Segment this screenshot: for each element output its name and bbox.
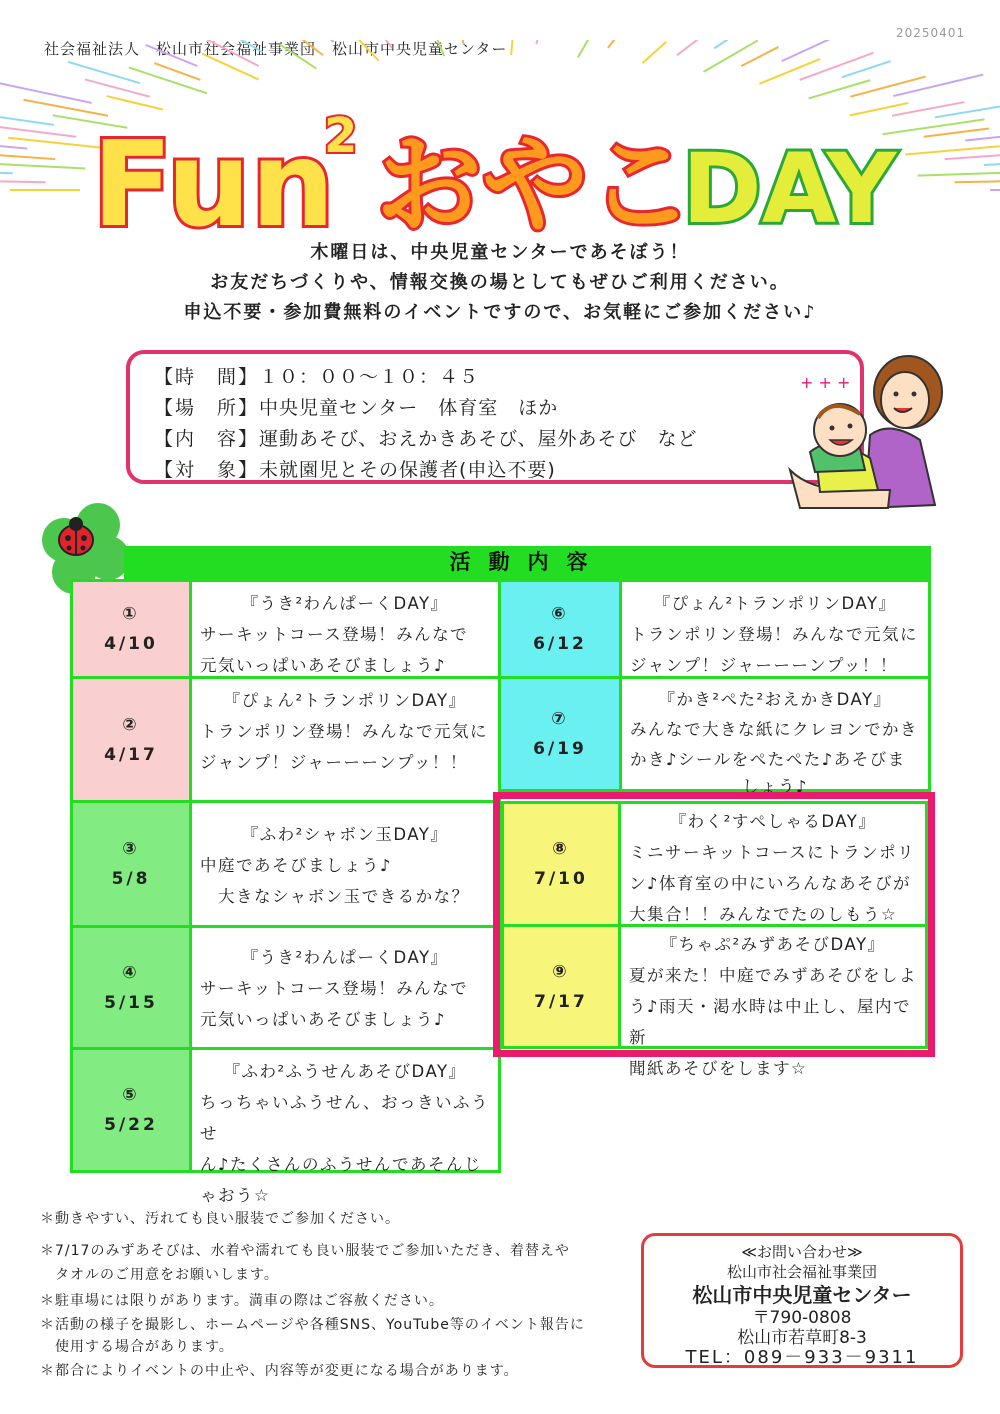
sunburst-ray xyxy=(677,40,710,55)
sunburst-ray xyxy=(918,173,1000,176)
session-2-date-cell: ② 4/17 xyxy=(70,676,192,803)
note-4-cont: 使用する場合があります。 xyxy=(40,1339,234,1355)
session-8-description: 『わく²すぺしゃるDAY』 ミニサーキットコースにトランポリ ン♪体育室の中にいろんなあそびが 大集合！！みんなでたのしもう☆ xyxy=(618,801,928,927)
sunburst-ray xyxy=(954,181,1000,183)
sunburst-ray xyxy=(285,40,323,55)
intro-line-1: 木曜日は、中央児童センターであそぼう！ xyxy=(310,242,690,263)
sunburst-ray xyxy=(782,40,830,61)
contact-org-2: 松山市中央児童センター xyxy=(692,1283,912,1307)
session-2-description: 『ぴょん²トランポリンDAY』 トランポリン登場！みんなで元気に ジャンプ！ジャーーーンプッ！！ xyxy=(189,676,501,803)
session-4-description: 『うき²わんぱーくDAY』 サーキットコース登場！みんなで 元気いっぱいあそびましょう♪ xyxy=(189,925,501,1050)
session-5-description: 『ふわ²ふうせんあそびDAY』 ちっちゃいふうせん、おっきいふうせ ん♪たくさんのふうせんであそんじ ゃおう☆ xyxy=(189,1047,501,1173)
info-time: 【時 間】１０：００～１０：４５ xyxy=(154,366,480,388)
session-9-date-cell: ⑨ 7/17 xyxy=(501,924,621,1049)
contact-tel: TEL：089－933－9311 xyxy=(685,1347,919,1368)
organization-name: 社会福祉法人 松山市社会福祉事業団 松山市中央児童センター xyxy=(44,40,508,58)
svg-text:+ + +: + + + xyxy=(800,373,851,392)
note-3: ＊駐車場には限りがあります。満車の際はご容赦ください。 xyxy=(40,1293,444,1309)
sunburst-ray xyxy=(0,83,92,103)
note-4: ＊活動の様子を撮影し、ホームページや各種SNS、YouTube等のイベント報告に xyxy=(40,1317,585,1333)
contact-org-1: 松山市社会福祉事業団 xyxy=(726,1263,877,1281)
session-8-date-cell: ⑧ 7/10 xyxy=(501,801,621,927)
sunburst-ray xyxy=(68,62,140,83)
sunburst-ray xyxy=(759,59,820,84)
sunburst-ray xyxy=(511,40,514,55)
title-oyako: おやこ xyxy=(376,124,694,247)
sunburst-ray xyxy=(984,161,1000,165)
sunburst-ray xyxy=(280,44,317,68)
session-5-date-cell: ⑤ 5/22 xyxy=(70,1047,192,1173)
info-target: 【対 象】未就園児とその保護者(申込不要) xyxy=(154,459,556,481)
sunburst-ray xyxy=(945,151,1000,159)
session-1-description: 『うき²わんぱーくDAY』 サーキットコース登場！みんなで 元気いっぱいあそびましょう♪ xyxy=(189,579,501,679)
sunburst-ray xyxy=(0,170,13,173)
sunburst-ray xyxy=(608,40,631,48)
sunburst-ray xyxy=(0,154,55,159)
session-4-date-cell: ④ 5/15 xyxy=(70,925,192,1050)
sunburst-ray xyxy=(359,40,379,61)
sunburst-ray xyxy=(741,47,778,66)
sunburst-ray xyxy=(202,54,258,80)
contact-heading: ≪お問い合わせ≫ xyxy=(741,1243,863,1261)
sunburst-ray xyxy=(0,116,54,125)
intro-line-3: 申込不要・参加費無料のイベントですので、お気軽にご参加ください♪ xyxy=(183,302,817,323)
sunburst-ray xyxy=(8,138,101,148)
sunburst-ray xyxy=(0,141,27,148)
document-number: 20250401 xyxy=(896,26,966,40)
sunburst-ray xyxy=(296,40,334,42)
session-9-description: 『ちゃぷ²みずあそびDAY』 夏が来た！中庭でみずあそびをしよ う♪雨天・渇水時は中止し、屋内で新 聞紙あそびをします☆ xyxy=(618,924,928,1049)
sunburst-ray xyxy=(146,45,198,66)
session-6-date-cell: ⑥ 6/12 xyxy=(498,579,622,679)
session-6-description: 『ぴょん²トランポリンDAY』 トランポリン登場！みんなで元気に ジャンプ！ジャーーーンプッ！！ xyxy=(619,579,931,679)
sunburst-ray xyxy=(842,61,891,77)
note-2-cont: タオルのご用意をお願いします。 xyxy=(40,1267,279,1283)
sunburst-ray xyxy=(924,129,989,137)
sunburst-ray xyxy=(458,40,464,44)
sunburst-ray xyxy=(372,40,392,48)
sunburst-ray xyxy=(965,132,1000,140)
info-place: 【場 所】中央児童センター 体育室 ほか xyxy=(154,397,559,419)
event-info-box xyxy=(126,350,864,484)
session-3-description: 『ふわ²シャボン玉DAY』 中庭であそびましょう♪ 大きなシャボン玉できるかな？ xyxy=(189,800,501,928)
sunburst-ray xyxy=(578,40,594,57)
sunburst-ray xyxy=(704,40,758,71)
sunburst-ray xyxy=(905,146,1000,154)
sunburst-ray xyxy=(429,40,444,56)
title-superscript: 2 xyxy=(324,108,358,164)
sunburst-ray xyxy=(0,163,85,169)
note-2: ＊7/17のみずあそびは、水着や濡れても良い服装でご参加いただき、着替えや xyxy=(40,1243,570,1259)
sunburst-ray xyxy=(0,181,46,182)
contact-postal: 〒790-0808 xyxy=(752,1308,852,1328)
session-1-date-cell: ① 4/10 xyxy=(70,579,192,679)
mother-baby-illustration xyxy=(770,340,945,515)
page-title xyxy=(92,90,912,260)
contact-address: 松山市若草町8-3 xyxy=(737,1328,867,1348)
contact-box xyxy=(641,1233,963,1368)
sunburst-ray xyxy=(229,40,263,52)
session-3-date-cell: ③ 5/8 xyxy=(70,800,192,928)
highlight-frame-july xyxy=(493,792,935,1057)
note-5: ＊都合によりイベントの中止や、内容等が変更になる場合があります。 xyxy=(40,1363,519,1379)
note-1: ＊動きやすい、汚れても良い服装でご参加ください。 xyxy=(40,1211,400,1227)
sunburst-ray xyxy=(800,53,874,80)
title-fun: Fun xyxy=(92,115,335,253)
title-day: DAY xyxy=(682,133,897,245)
session-7-date-cell: ⑦ 6/19 xyxy=(498,676,622,792)
info-content: 【内 容】運動あそび、おえかきあそび、屋外あそび など xyxy=(154,428,698,450)
session-7-description: 『かき²ぺた²おえかきDAY』 みんなで大きな紙にクレヨンでかき かき♪シールをぺたぺた♪あそびま しょう♪ xyxy=(619,676,931,792)
schedule-heading: 活動内容 xyxy=(124,546,931,579)
intro-line-2: お友だちづくりや、情報交換の場としてもぜひご利用ください。 xyxy=(210,272,790,293)
sunburst-ray xyxy=(642,42,666,63)
sunburst-ray xyxy=(536,40,545,44)
sunburst-ray xyxy=(0,124,76,137)
